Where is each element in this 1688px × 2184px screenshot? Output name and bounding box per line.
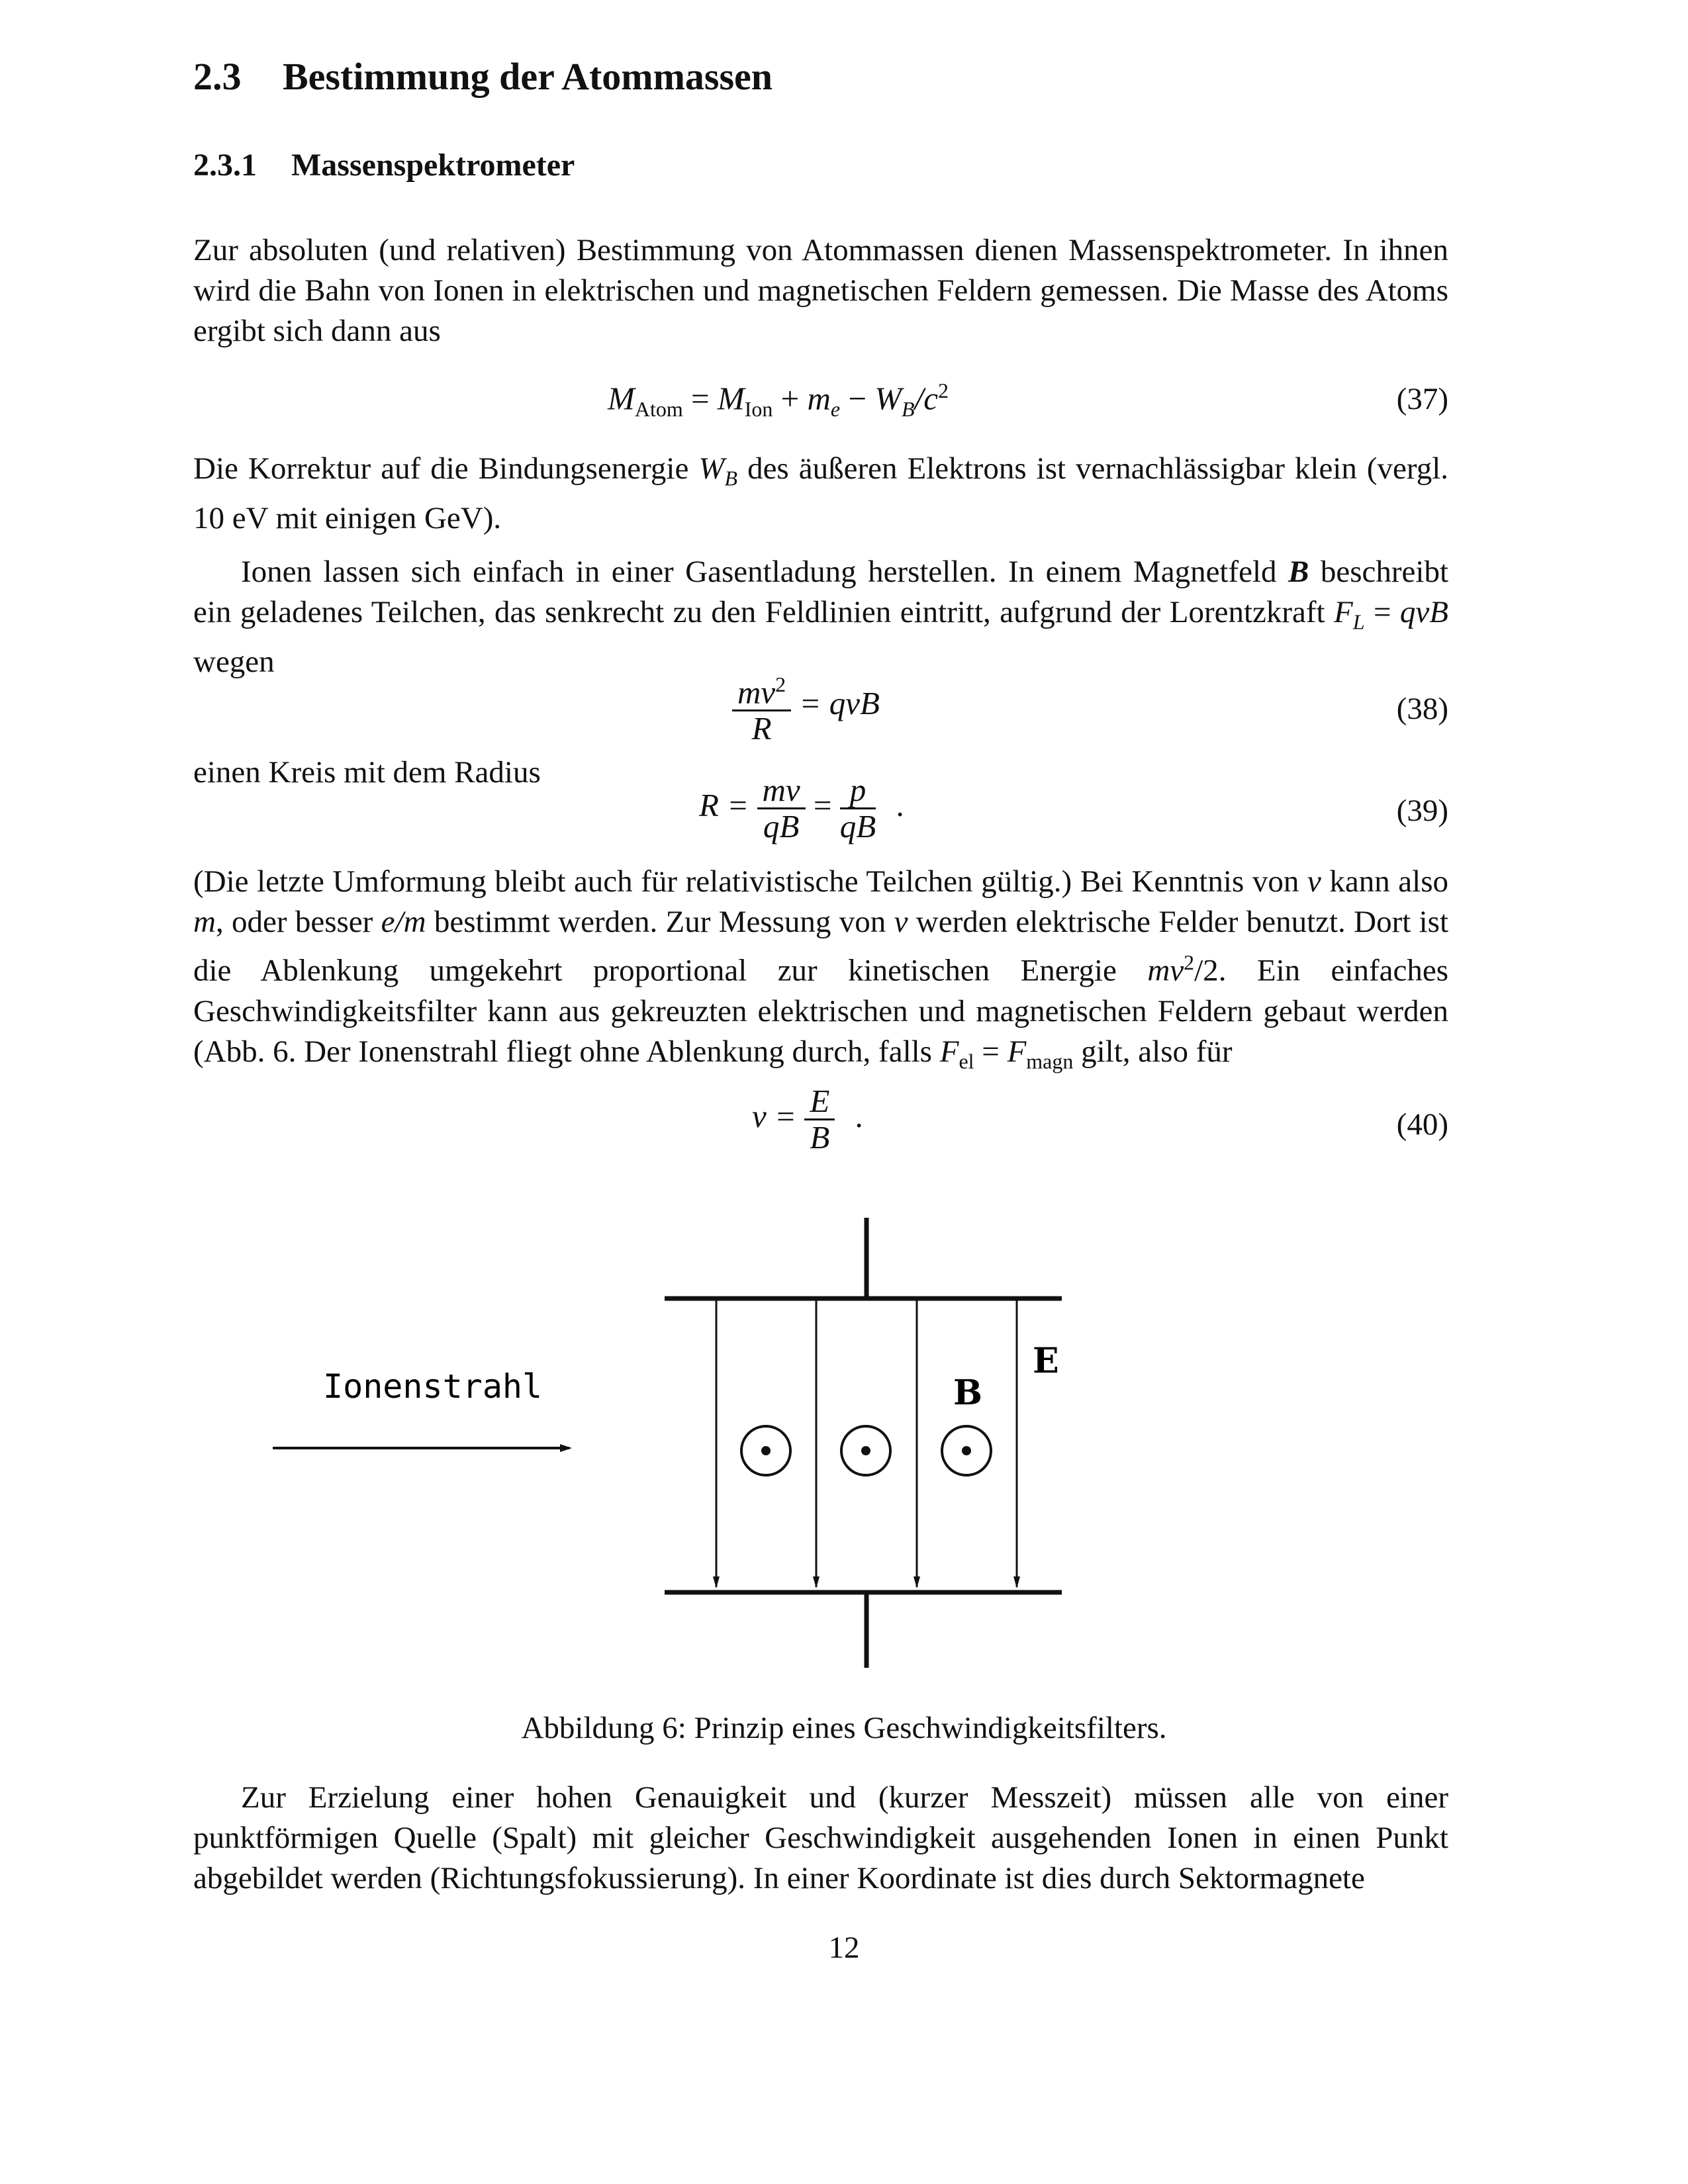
eq38-denominator: R — [751, 710, 772, 747]
para5-d: bestimmt werden. Zur Messung von — [426, 905, 894, 939]
para3-bsym: B — [1288, 555, 1309, 589]
eq39-f1-denominator: qB — [763, 808, 800, 844]
b-field-label: B — [953, 1373, 982, 1413]
eq40-denominator: B — [810, 1119, 830, 1156]
equation-39-number: (39) — [1396, 794, 1448, 828]
eq40-end: . — [855, 1097, 863, 1134]
para3-qvb: qvB — [1399, 595, 1448, 629]
b-field-dot-1 — [761, 1446, 771, 1455]
eq37-t3-rest: /c — [914, 380, 938, 417]
para5-c: , oder besser — [215, 905, 381, 939]
paragraph-6 — [193, 1778, 1448, 1899]
para3-a: Ionen lassen sich einfach in einer Gasentladung herstellen. In einem Magnetfeld — [241, 555, 1289, 589]
e-field-arrowhead-1 — [713, 1576, 720, 1588]
eq38-rhs: = qvB — [799, 684, 880, 721]
para5-fmagn: F — [1007, 1034, 1027, 1069]
para5-g: = — [974, 1034, 1008, 1069]
para2-sym-sub: B — [724, 466, 738, 490]
subsection-title: Massenspektrometer — [291, 148, 575, 183]
para5-fel-sub: el — [959, 1049, 974, 1073]
figure-caption: Abbildung 6: Prinzip eines Geschwindigkeitsfilters. — [521, 1711, 1167, 1745]
para5-h: gilt, also für — [1073, 1034, 1233, 1069]
eq37-t1-sub: Ion — [744, 397, 773, 422]
eq39-mid: = — [813, 786, 832, 823]
section-title: Bestimmung der Atommassen — [283, 55, 773, 98]
para5-m1: m — [193, 905, 216, 939]
para5-a: (Die letzte Umformung bleibt auch für relativistische Teilchen gültig.) Bei Kenntnis von — [193, 864, 1307, 899]
eq39-f2-numerator: p — [840, 773, 876, 809]
eq37-lhs: M — [608, 380, 635, 417]
paragraph-4: einen Kreis mit dem Radius — [193, 755, 541, 790]
eq37-equals: = — [690, 380, 710, 417]
eq39-lhs: R = — [699, 786, 749, 823]
para3-fl-sub: L — [1352, 610, 1365, 634]
para3-fl: F — [1334, 595, 1353, 629]
para5-mv2-rest: /2 — [1194, 953, 1219, 988]
equation-40-number: (40) — [1396, 1107, 1448, 1142]
eq39-end: . — [896, 786, 904, 823]
b-field-dot-2 — [861, 1446, 870, 1455]
para2-sym: W — [698, 451, 725, 486]
eq37-t3-sub: B — [902, 397, 915, 422]
ion-beam-arrowhead — [560, 1444, 572, 1452]
eq37-t2: m — [807, 380, 831, 417]
eq37-t2-sub: e — [830, 397, 841, 422]
eq39-f1-numerator: mv — [757, 773, 806, 809]
para5-em: e/m — [381, 905, 426, 939]
para2-a: Die Korrektur auf die Bindungsenergie — [193, 451, 699, 486]
eq40-numerator: E — [804, 1084, 835, 1120]
para5-v1: v — [1307, 864, 1321, 899]
e-field-arrowhead-3 — [914, 1576, 920, 1588]
paragraph-6-text: Zur Erzielung einer hohen Genauigkeit und (kurzer Messzeit) müssen alle von einer punktförmigen Quelle (Spalt) mit gleicher Geschwindigkeit ausgehenden Ionen in einen Punkt abgebildet werden (Richtungsfokussierung). In einer Koordinate ist dies durch Sektormagnete — [193, 1780, 1448, 1895]
subsection-number: 2.3.1 — [193, 148, 257, 183]
para5-fel: F — [939, 1034, 959, 1069]
para5-mv2: mv — [1147, 953, 1184, 988]
eq37-t1: M — [717, 380, 745, 417]
section-number: 2.3 — [193, 55, 242, 98]
para2-b: des äußeren Elektrons ist vernachlässigbar klein (vergl. 10 eV mit einigen GeV). — [193, 451, 1448, 536]
eq37-minus: − — [848, 380, 867, 417]
eq37-t3: W — [874, 380, 902, 417]
para5-f: . Ein einfaches Geschwindigkeitsfilter kann aus gekreuzten elektrischen und magnetischen Feldern gebaut werden (Abb. 6. Der Ionenstrahl fliegt ohne Ablenkung durch, falls — [193, 953, 1448, 1069]
b-field-dot-3 — [962, 1446, 971, 1455]
eq37-t3-sup: 2 — [937, 379, 949, 402]
page-number: 12 — [828, 1931, 860, 1965]
para5-e: werden elektrische Felder benutzt. Dort ist die Ablenkung umgekehrt proportional zur kinetischen Energie — [193, 905, 1449, 988]
eq37-lhs-sub: Atom — [634, 397, 683, 422]
paragraph-1-text: Zur absoluten (und relativen) Bestimmung von Atommassen dienen Massenspektrometer. In ihnen wird die Bahn von Ionen in elektrischen und magnetischen Feldern gemessen. Die Masse des Atoms ergibt sich dann aus — [193, 233, 1448, 348]
e-field-arrowhead-4 — [1013, 1576, 1020, 1588]
para3-b: beschreibt ein geladenes Teilchen, das senkrecht zu den Feldlinien eintritt, aufgrund der Lorentzkraft — [193, 555, 1448, 629]
e-field-arrowhead-2 — [813, 1576, 820, 1588]
para3-d: wegen — [193, 645, 275, 680]
eq40-lhs: v = — [752, 1097, 797, 1134]
e-field-label: E — [1033, 1341, 1059, 1381]
eq37-plus: + — [780, 380, 800, 417]
equation-38-number: (38) — [1396, 692, 1448, 726]
ion-beam-label: Ionenstrahl — [323, 1367, 543, 1406]
para5-v2: v — [894, 905, 908, 939]
para5-fmagn-sub: magn — [1026, 1049, 1074, 1073]
eq38-num-sup: 2 — [775, 672, 786, 696]
para3-c: = — [1364, 595, 1400, 629]
equation-37-number: (37) — [1396, 382, 1448, 416]
para5-b: kann also — [1321, 864, 1448, 899]
eq38-num-text: mv — [737, 674, 776, 711]
eq39-f2-denominator: qB — [839, 808, 876, 844]
para5-mv2-sup: 2 — [1184, 950, 1195, 974]
